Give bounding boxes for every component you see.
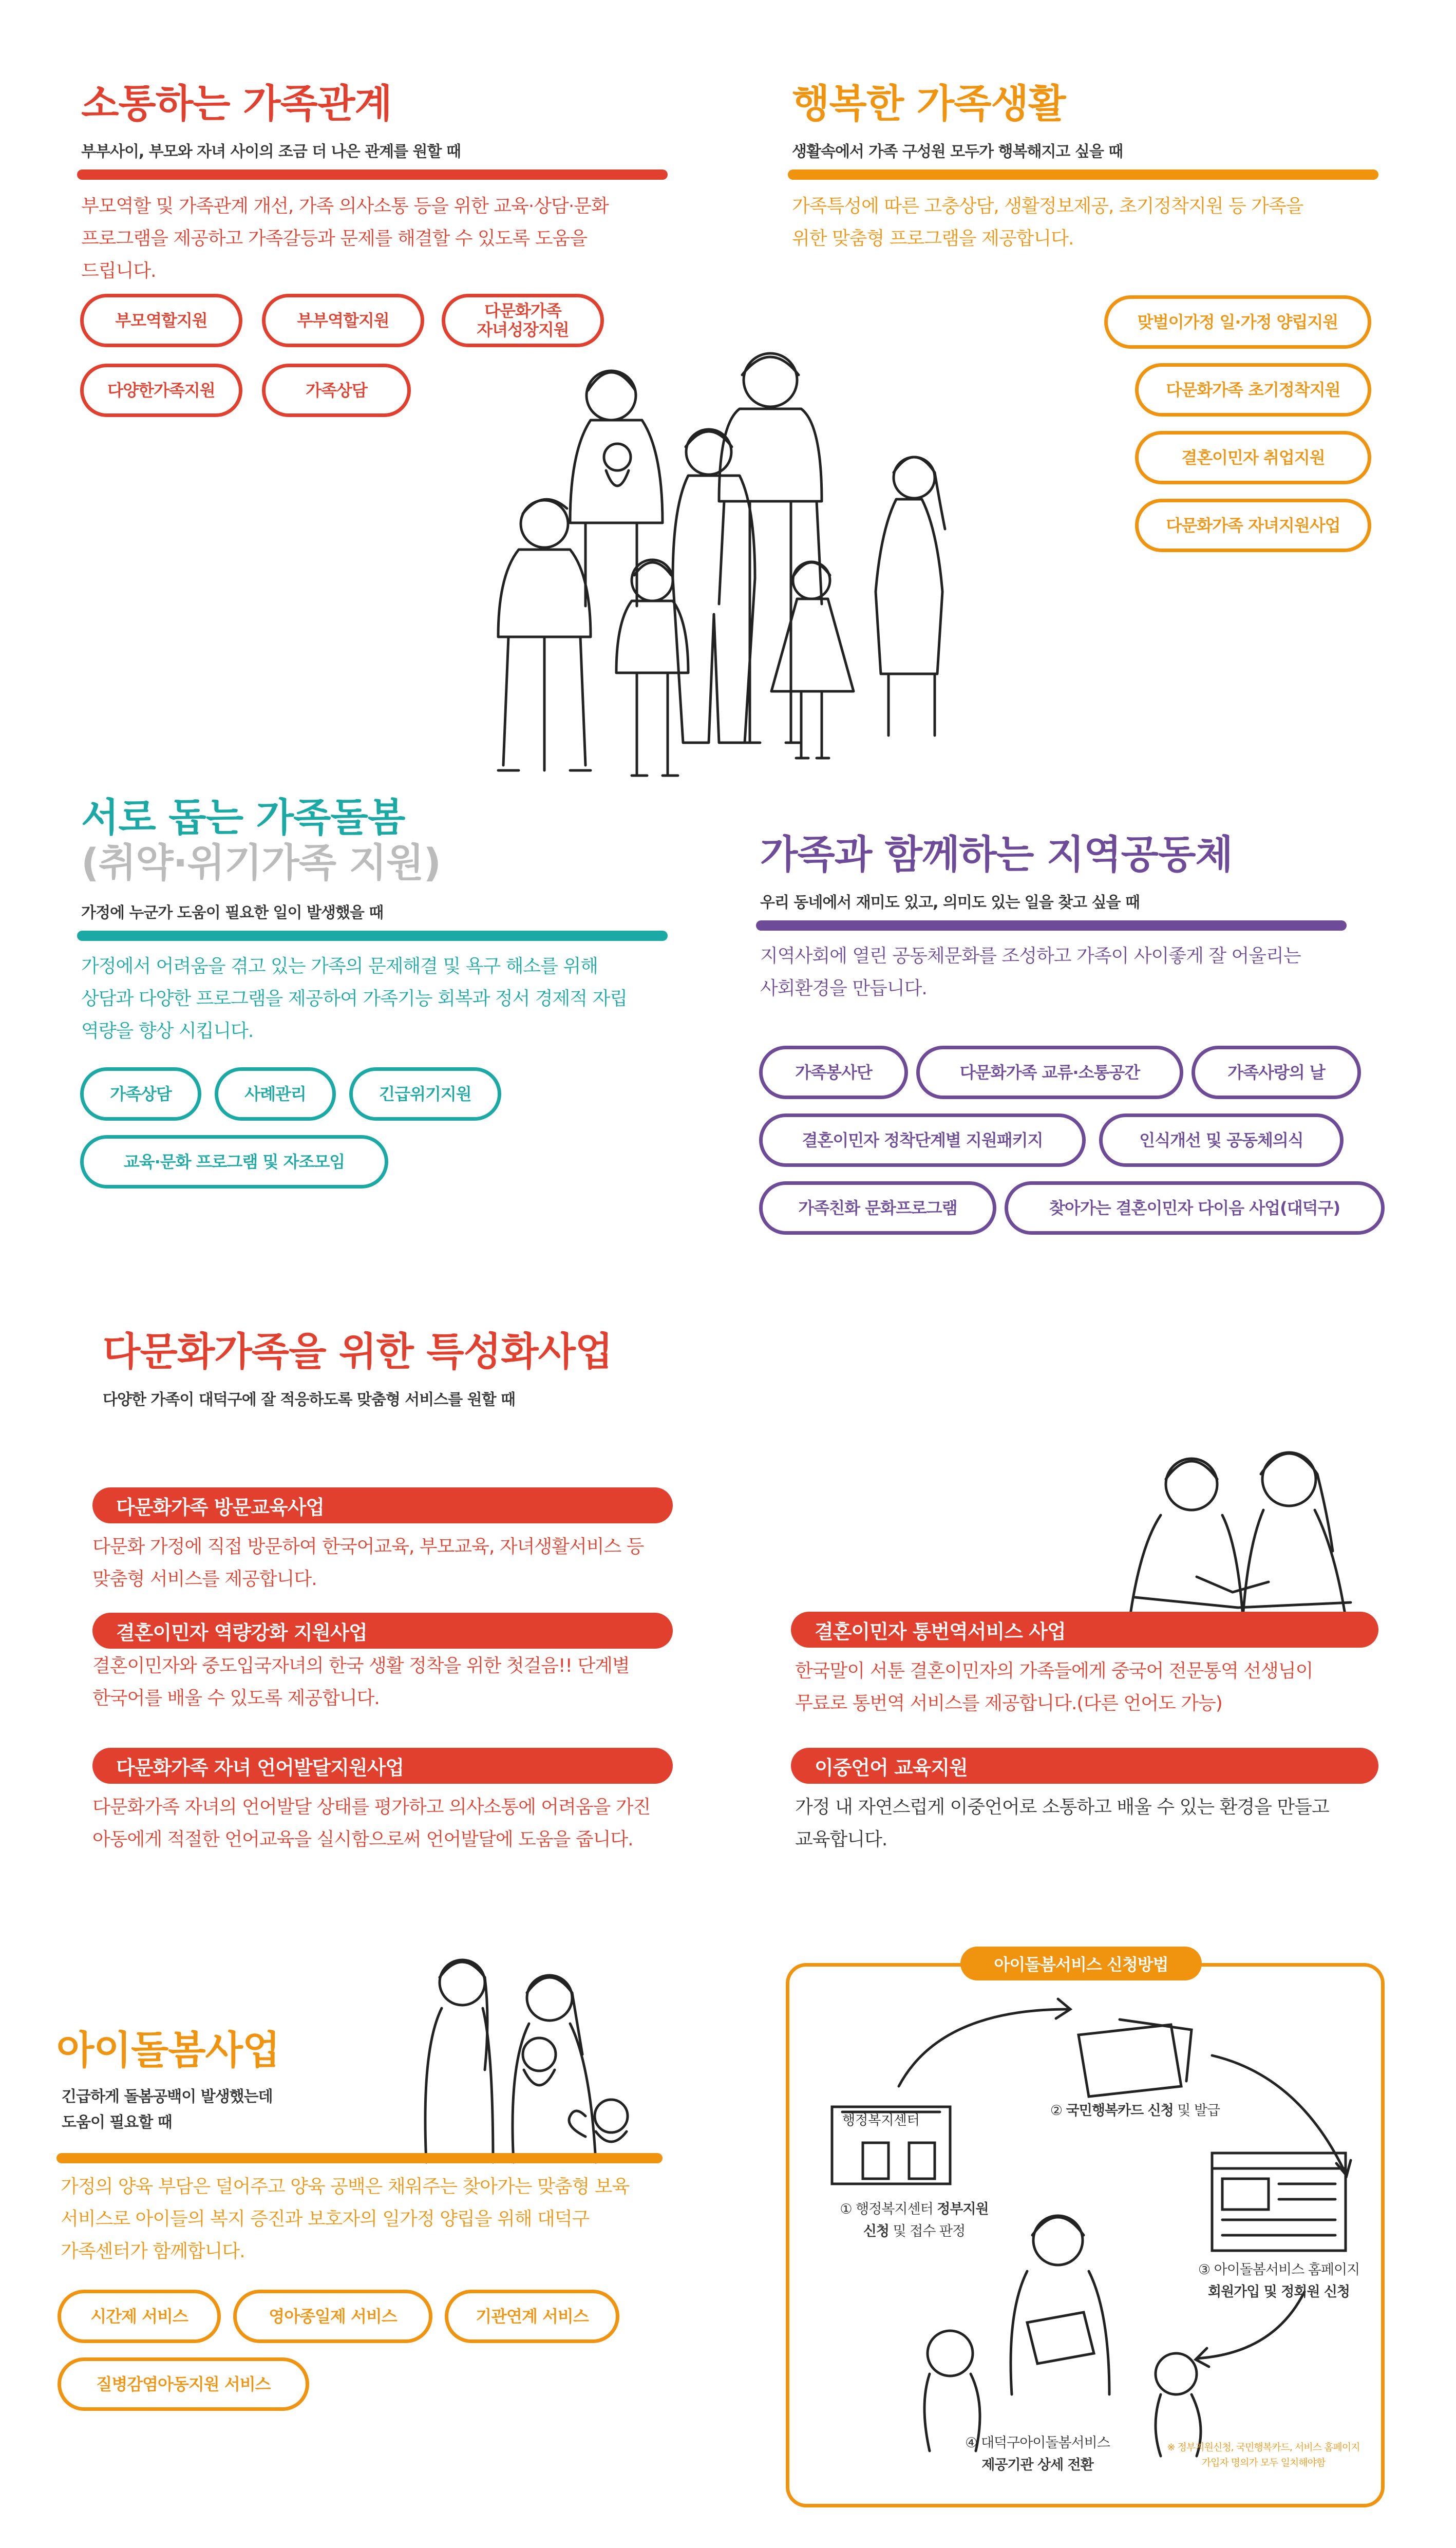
s2-subtitle: 생활속에서 가족 구성원 모두가 행복해지고 싶을 때 (792, 143, 1123, 161)
tag-diverse-family[interactable]: 다양한가족지원 (80, 364, 242, 417)
step-1 (806, 2198, 1022, 2242)
desc-line: 무료로 통번역 서비스를 제공합니다.(다른 언어도 가능) (795, 1693, 1222, 1714)
s1-description (81, 190, 677, 287)
step-2 (1017, 2100, 1253, 2122)
s6-desc-line: 가정의 양육 부담은 덜어주고 양육 공백은 채워주는 찾아가는 맞춤형 보육 (61, 2176, 630, 2197)
tag-case-management[interactable]: 사례관리 (215, 1067, 336, 1121)
s6-subtitle-line: 긴급하게 돌봄공백이 발생했는데 (62, 2088, 273, 2106)
s5-item-language-dev: 다문화가족 자녀 언어발달지원사업 (92, 1748, 673, 1784)
step-emph: 회원가입 및 정회원 신청 (1207, 2284, 1350, 2300)
family-illustration (483, 360, 1012, 822)
s2-desc-line: 위한 맞춤형 프로그램을 제공합니다. (792, 228, 1074, 249)
s6-desc-line: 서비스로 아이들의 복지 증진과 보호자의 일가정 양립을 위해 대덕구 (61, 2209, 590, 2230)
step-4 (924, 2432, 1150, 2476)
s3-description (81, 950, 677, 1047)
s5-item-desc (92, 1531, 698, 1595)
tag-hourly[interactable]: 시간제 서비스 (58, 2290, 221, 2343)
step-emph: 국민행복카드 신청 (1066, 2103, 1174, 2119)
desc-line: 가정 내 자연스럽게 이중언어로 소통하고 배울 수 있는 환경을 만들고 (795, 1797, 1329, 1818)
s6-description (61, 2170, 697, 2268)
tag-dual-income[interactable]: 맞벌이가정 일·가정 양립지원 (1104, 295, 1371, 349)
s5-item-interpretation: 결혼이민자 통번역서비스 사업 (791, 1612, 1378, 1648)
note-line: ※ 정부지원신청, 국민행복카드, 서비스 홈페이지 (1167, 2442, 1360, 2453)
tag-sick-child[interactable]: 질병감염아동지원 서비스 (58, 2357, 309, 2411)
office-sign: 행정복지센터 (842, 2113, 920, 2128)
s4-description (760, 940, 1376, 1005)
desc-line: 맞춤형 서비스를 제공합니다. (92, 1569, 317, 1590)
s5-item-bilingual: 이중언어 교육지원 (791, 1748, 1378, 1784)
tag-awareness[interactable]: 인식개선 및 공동체의식 (1099, 1113, 1344, 1167)
tag-volunteer[interactable]: 가족봉사단 (759, 1046, 908, 1099)
s5-item-capacity: 결혼이민자 역량강화 지원사업 (92, 1613, 673, 1649)
tag-infant-fullday[interactable]: 영아종일제 서비스 (233, 2290, 432, 2343)
s5-item-visiting-edu: 다문화가족 방문교육사업 (92, 1487, 673, 1523)
step-text: ③ 아이돌봄서비스 홈페이지 (1198, 2262, 1360, 2278)
tag-exchange-space[interactable]: 다문화가족 교류·소통공간 (916, 1046, 1183, 1099)
tag-edu-culture[interactable]: 교육·문화 프로그램 및 자조모임 (80, 1135, 388, 1188)
s6-subtitle-line: 도움이 필요할 때 (62, 2113, 172, 2131)
s6-subtitle (62, 2084, 273, 2135)
tag-employment[interactable]: 결혼이민자 취업지원 (1135, 431, 1371, 484)
s1-desc-line: 드립니다. (81, 260, 156, 281)
tag-initial-settlement[interactable]: 다문화가족 초기정착지원 (1135, 363, 1371, 417)
s1-subtitle: 부부사이, 부모와 자녀 사이의 조금 더 나은 관계를 원할 때 (81, 143, 461, 161)
step-text: ② (1050, 2103, 1066, 2119)
childcare-illustration (421, 1952, 642, 2167)
s5-item-desc (92, 1650, 698, 1714)
s1-desc-line: 부모역할 및 가족관계 개선, 가족 의사소통 등을 위한 교육·상담·문화 (81, 196, 609, 217)
s5-item-desc (795, 1791, 1401, 1856)
desc-line: 아동에게 적절한 언어교육을 실시함으로써 언어발달에 도움을 줍니다. (92, 1829, 633, 1850)
apply-note (1145, 2440, 1382, 2471)
s4-title: 가족과 함께하는 지역공동체 (760, 832, 1233, 877)
s3-divider (77, 931, 668, 941)
tag-family-love-day[interactable]: 가족사랑의 날 (1192, 1046, 1361, 1099)
s2-desc-line: 가족특성에 따른 고충상담, 생활정보제공, 초기정착지원 등 가족을 (792, 196, 1303, 217)
tag-line: 다문화가족 (484, 301, 561, 321)
s4-desc-line: 지역사회에 열린 공동체문화를 조성하고 가족이 사이좋게 잘 어울리는 (760, 946, 1301, 967)
tag-settlement-package[interactable]: 결혼이민자 정착단계별 지원패키지 (759, 1113, 1086, 1167)
s2-divider (788, 169, 1378, 180)
s1-divider (77, 169, 668, 180)
s1-desc-line: 프로그램을 제공하고 가족갈등과 문제를 해결할 수 있도록 도움을 (81, 228, 588, 249)
s4-divider (756, 920, 1347, 931)
tag-daieum[interactable]: 찾아가는 결혼이민자 다이음 사업(대덕구) (1005, 1181, 1385, 1235)
s2-title: 행복한 가족생활 (792, 81, 1066, 126)
desc-line: 한국말이 서툰 결혼이민자의 가족들에게 중국어 전문통역 선생님이 (795, 1660, 1313, 1682)
s3-title: 서로 돕는 가족돌봄 (81, 795, 405, 840)
s2-description (792, 190, 1388, 255)
s3-desc-line: 상담과 다양한 프로그램을 제공하여 가족기능 회복과 정서 경제적 자립 (81, 988, 628, 1009)
step-text: ① 행정복지센터 (840, 2201, 937, 2217)
s3-desc-line: 가정에서 어려움을 겪고 있는 가족의 문제해결 및 욕구 해소를 위해 (81, 956, 598, 977)
s4-desc-line: 사회환경을 만듭니다. (760, 978, 927, 999)
step-emph: 신청 (863, 2223, 889, 2240)
s5-item-desc (92, 1791, 698, 1856)
s6-title: 아이돌봄사업 (56, 2027, 280, 2073)
s1-title: 소통하는 가족관계 (81, 81, 392, 126)
step-emph: 정부지원 (937, 2201, 989, 2217)
desc-line: 다문화 가정에 직접 방문하여 한국어교육, 부모교육, 자녀생활서비스 등 (92, 1536, 644, 1557)
s4-subtitle: 우리 동네에서 재미도 있고, 의미도 있는 일을 찾고 싶을 때 (760, 894, 1140, 912)
step-emph: 제공기관 상세 전환 (981, 2457, 1093, 2474)
tag-child-support[interactable]: 다문화가족 자녀지원사업 (1135, 499, 1371, 552)
desc-line: 다문화가족 자녀의 언어발달 상태를 평가하고 의사소통에 어려움을 가진 (92, 1797, 651, 1818)
desc-line: 한국어를 배울 수 있도록 제공합니다. (92, 1688, 380, 1709)
tag-culture-program[interactable]: 가족친화 문화프로그램 (759, 1181, 996, 1235)
s3-desc-line: 역량을 향상 시킵니다. (81, 1021, 254, 1042)
apply-title: 아이돌봄서비스 신청방법 (960, 1947, 1202, 1980)
desc-line: 결혼이민자와 중도입국자녀의 한국 생활 정착을 위한 첫걸음!! 단계별 (92, 1655, 630, 1676)
tag-multicultural-child[interactable] (442, 294, 604, 347)
tag-institution[interactable]: 기관연계 서비스 (445, 2290, 619, 2343)
tag-counseling[interactable]: 가족상담 (80, 1067, 201, 1121)
s6-divider (56, 2153, 663, 2163)
step-3 (1176, 2259, 1382, 2303)
interpreter-illustration (1125, 1443, 1366, 1628)
note-line: 가입자 명의가 모두 일치해야함 (1201, 2457, 1326, 2469)
s6-desc-line: 가족센터가 함께합니다. (61, 2241, 245, 2262)
tag-parent-role[interactable]: 부모역할지원 (80, 294, 242, 347)
s3-title-sub: (취약·위기가족 지원) (81, 840, 441, 885)
step-text: 및 접수 판정 (889, 2223, 966, 2240)
step-text: ④ 대덕구아이돌봄서비스 (965, 2435, 1110, 2451)
tag-family-counseling[interactable]: 가족상담 (262, 364, 411, 417)
s3-subtitle: 가정에 누군가 도움이 필요한 일이 발생했을 때 (81, 904, 384, 922)
s5-title: 다문화가족을 위한 특성화사업 (103, 1329, 613, 1374)
tag-line: 자녀성장지원 (477, 320, 569, 339)
step-text: 및 발급 (1173, 2103, 1220, 2119)
s5-item-desc (795, 1655, 1401, 1720)
tag-couple-role[interactable]: 부부역할지원 (262, 294, 424, 347)
s5-subtitle: 다양한 가족이 대덕구에 잘 적응하도록 맞춤형 서비스를 원할 때 (103, 1391, 516, 1409)
tag-emergency[interactable]: 긴급위기지원 (349, 1067, 501, 1121)
desc-line: 교육합니다. (795, 1829, 887, 1850)
